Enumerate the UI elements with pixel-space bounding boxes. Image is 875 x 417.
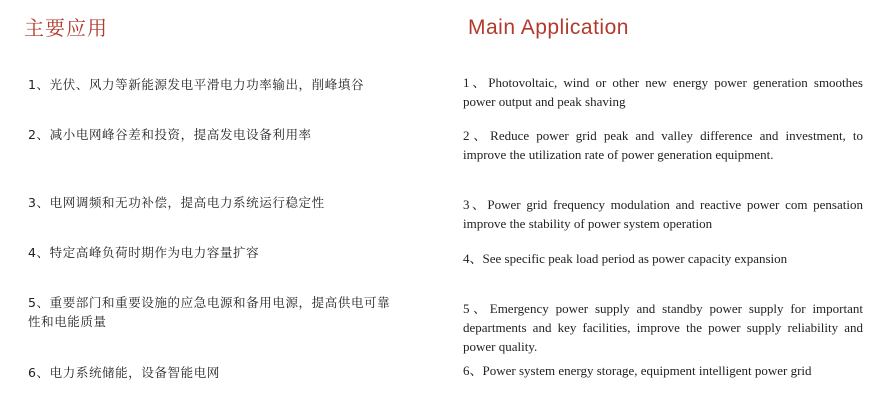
- application-item-cn-1: 1、光伏、风力等新能源发电平滑电力功率输出，削峰填谷: [28, 77, 365, 92]
- application-item-cn-6: 6、电力系统储能，设备智能电网: [28, 365, 220, 380]
- application-item-cn-2: 2、减小电网峰谷差和投资，提高发电设备利用率: [28, 127, 312, 142]
- page-title-english: Main Application: [468, 16, 629, 39]
- application-item-en-4: 4、See specific peak load period as power capacity expansion: [463, 251, 788, 266]
- application-item-en-5: 5、Emergency power supply and standby power supply for important departments and key facilities, improve the power supply reliability and power quality.: [463, 301, 863, 354]
- page-title-chinese: 主要应用: [24, 16, 108, 40]
- application-item-cn-3: 3、电网调频和无功补偿，提高电力系统运行稳定性: [28, 195, 325, 210]
- application-item-en-1: 1、Photovoltaic, wind or other new energy power generation smoothes power output and peak shaving: [463, 75, 863, 109]
- application-item-en-2: 2、Reduce power grid peak and valley difference and investment, to improve the utilization rate of power generation equipment.: [463, 128, 863, 162]
- application-item-cn-5: 5、重要部门和重要设施的应急电源和备用电源，提高供电可靠性和电能质量: [28, 295, 391, 329]
- application-item-en-6: 6、Power system energy storage, equipment intelligent power grid: [463, 363, 812, 378]
- application-item-en-3: 3、Power grid frequency modulation and reactive power com pensation improve the stability of power system operation: [463, 197, 863, 231]
- application-item-cn-4: 4、特定高峰负荷时期作为电力容量扩容: [28, 245, 260, 260]
